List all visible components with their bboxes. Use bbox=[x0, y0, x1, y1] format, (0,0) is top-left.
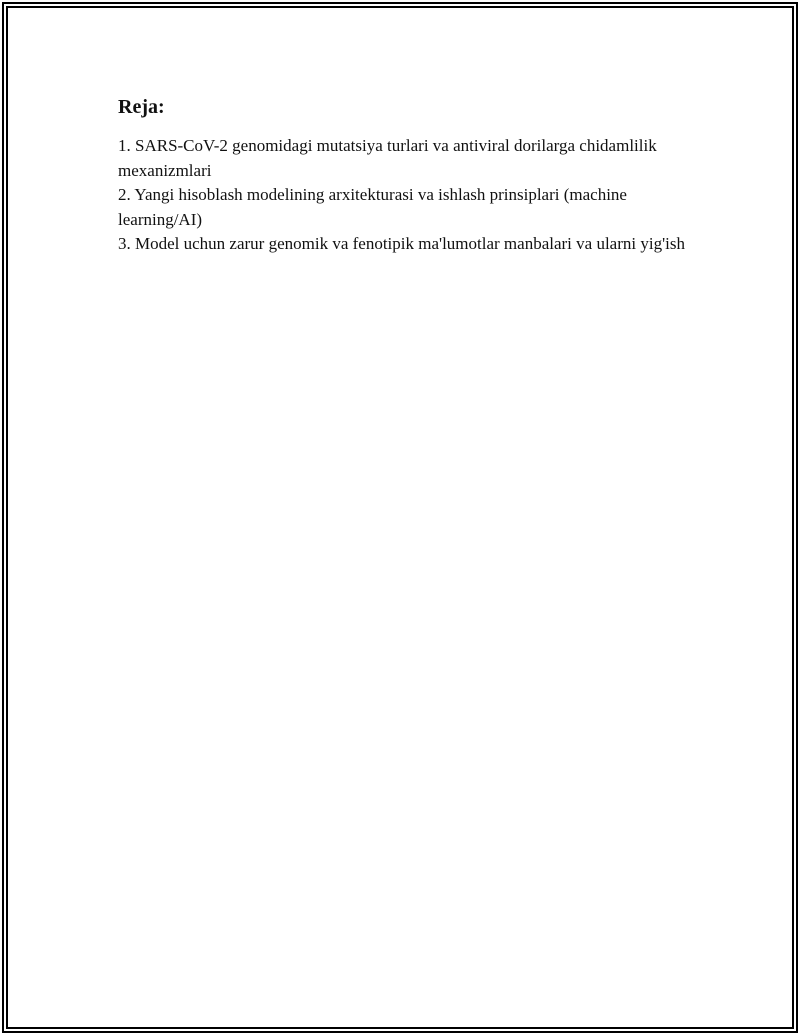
plan-heading: Reja: bbox=[118, 96, 165, 118]
page-content bbox=[118, 95, 698, 257]
plan-item-1: 1. SARS-CoV-2 genomidagi mutatsiya turlari va antiviral dorilarga chidamlilik mexanizmlari bbox=[118, 136, 657, 180]
plan-list bbox=[118, 134, 698, 257]
plan-item-2: 2. Yangi hisoblash modelining arxitekturasi va ishlash prinsiplari (machine learning/AI) bbox=[118, 185, 627, 229]
plan-item-3: 3. Model uchun zarur genomik va fenotipik ma'lumotlar manbalari va ularni yig'ish bbox=[118, 234, 685, 253]
